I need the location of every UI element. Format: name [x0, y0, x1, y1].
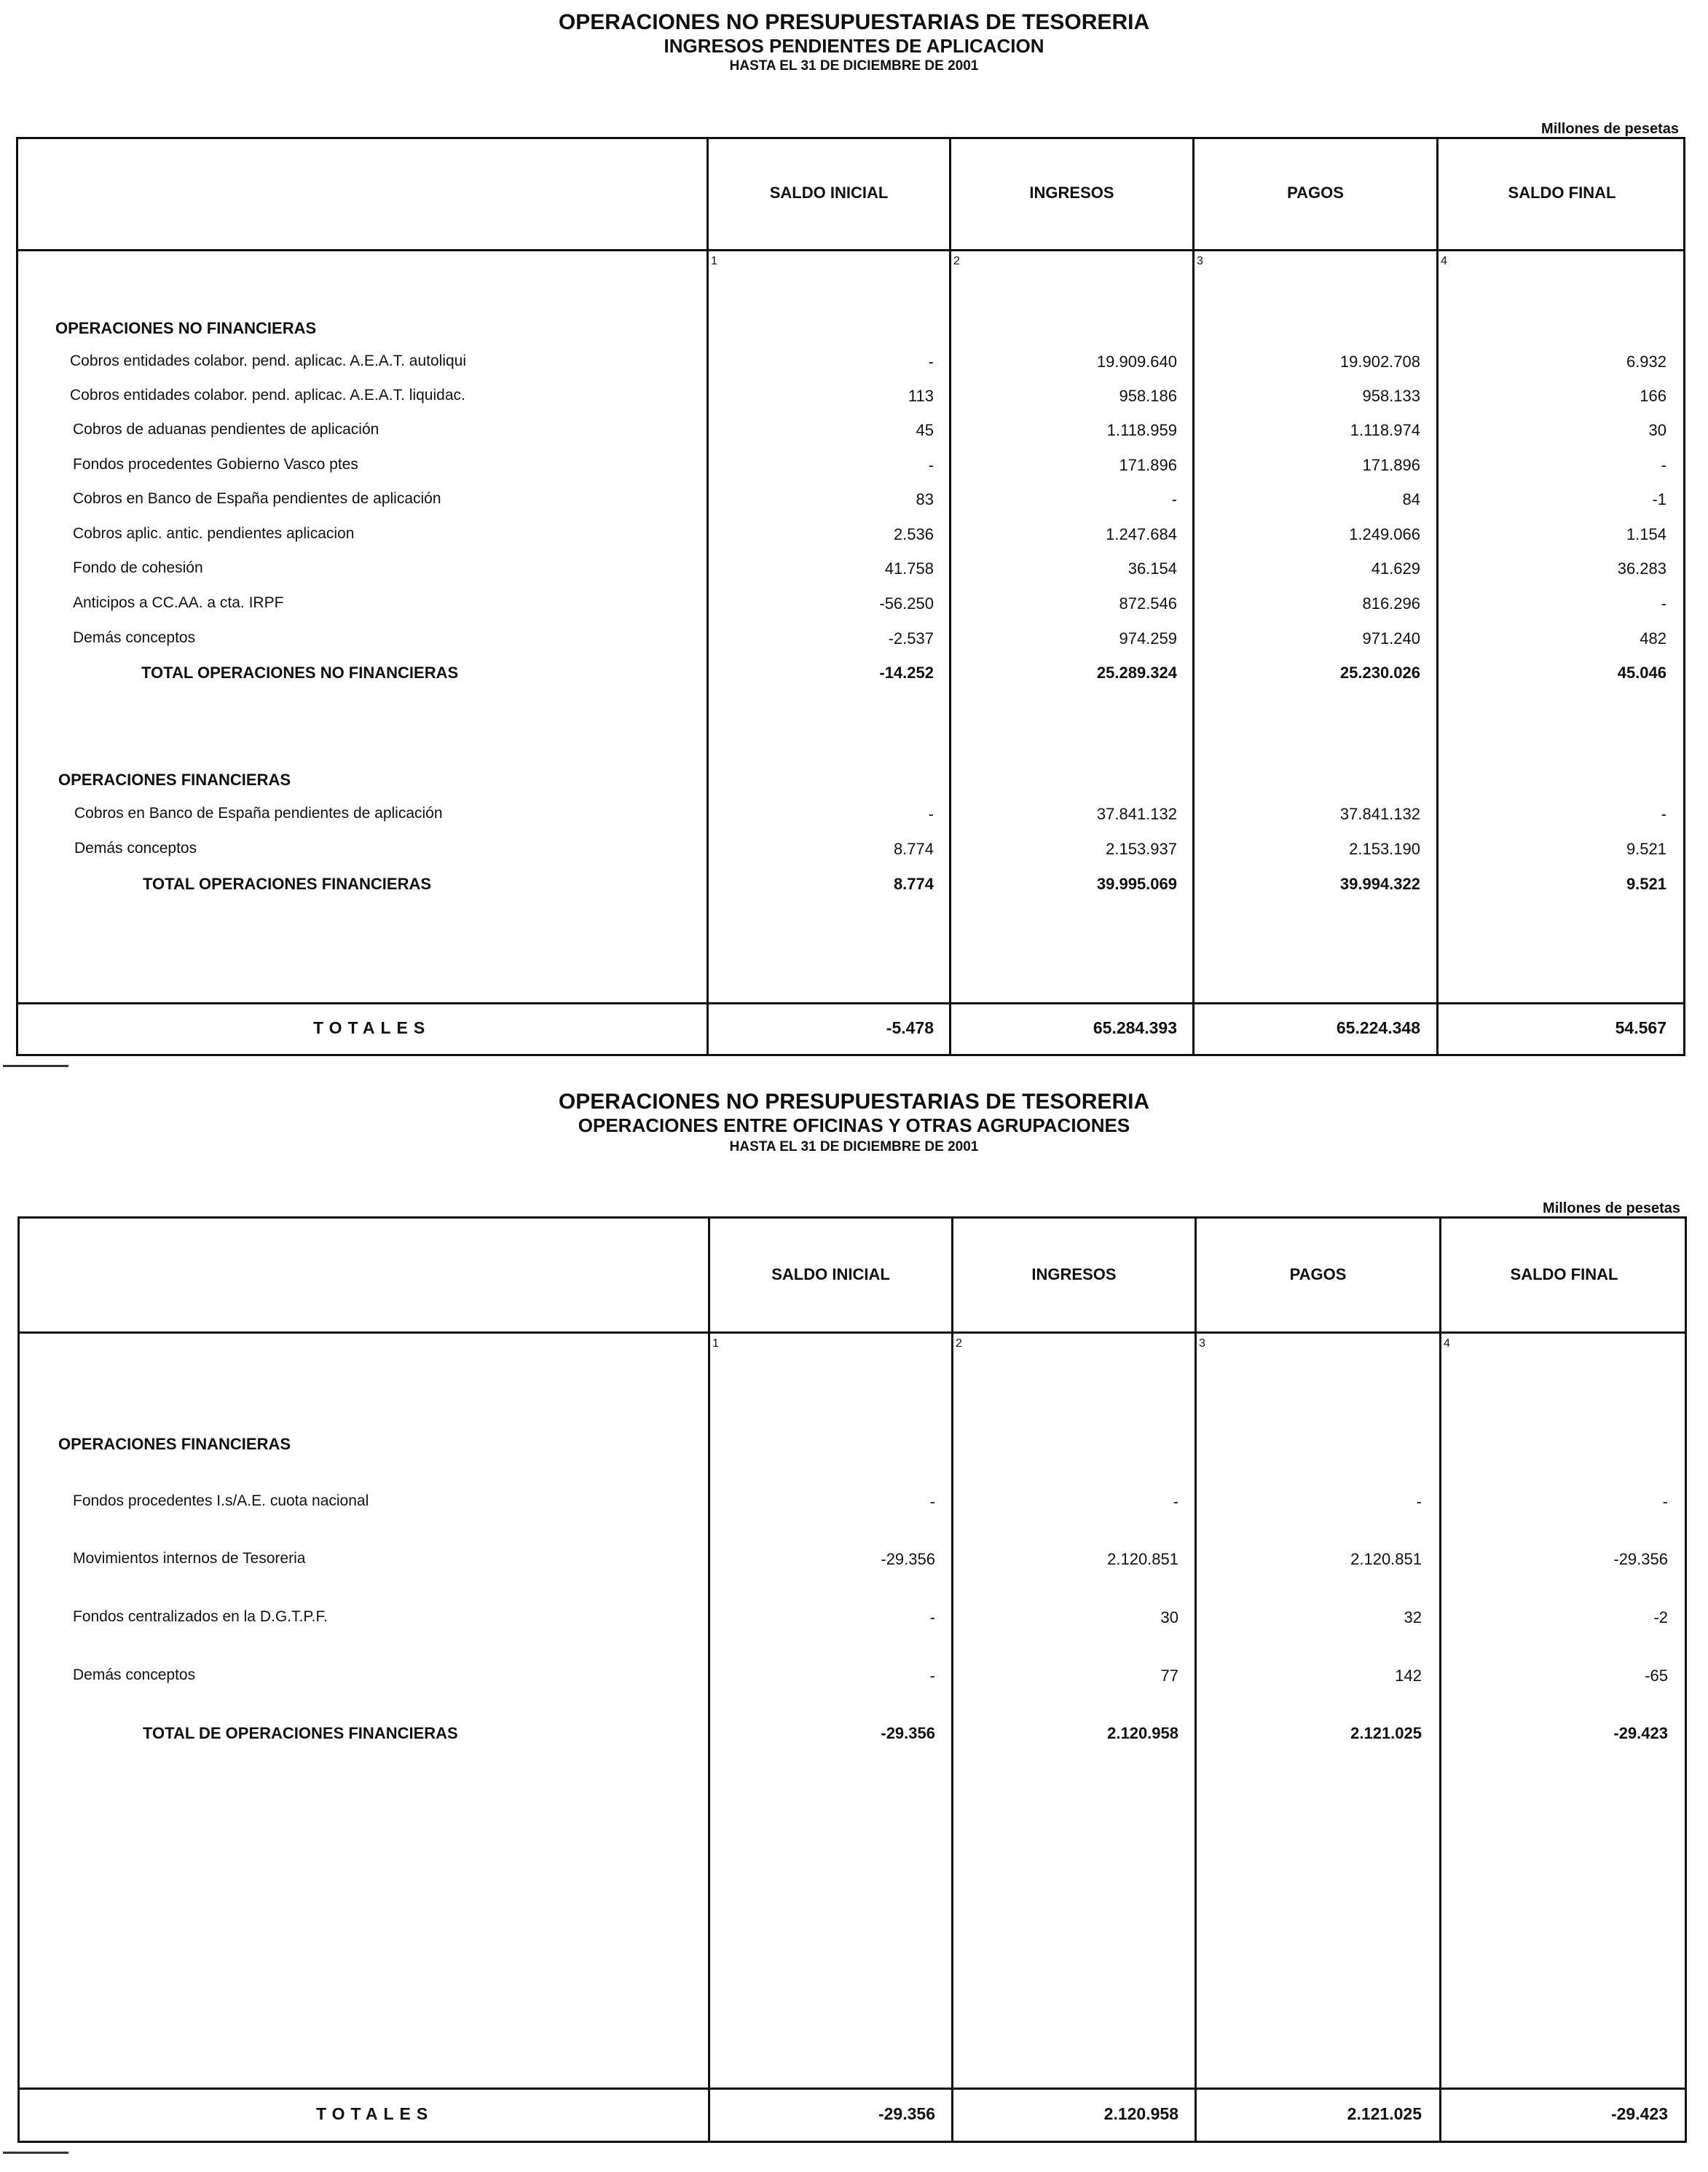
cell-pagos: -	[1416, 1492, 1422, 1511]
header-ingresos: INGRESOS	[1029, 184, 1114, 202]
row-label: Cobros de aduanas pendientes de aplicación	[73, 421, 379, 438]
header-saldo-final: SALDO FINAL	[1508, 184, 1616, 202]
cell-ingresos: 30	[1160, 1608, 1178, 1626]
cell-ingresos: 25.289.324	[1096, 664, 1177, 682]
col-number: 1	[711, 255, 717, 267]
cell-saldo-inicial: 2.536	[893, 525, 934, 543]
total-ingresos: 65.284.393	[1093, 1018, 1177, 1037]
cell-ingresos: 171.896	[1119, 456, 1177, 474]
total-saldo-final: 54.567	[1615, 1018, 1666, 1037]
cell-ingresos: 37.841.132	[1096, 805, 1177, 823]
cell-saldo-inicial: -	[928, 805, 934, 823]
cell-saldo-inicial: -56.250	[879, 594, 934, 613]
cell-saldo-inicial: -	[929, 1667, 935, 1685]
section-2-date: HASTA EL 31 DE DICIEMBRE DE 2001	[729, 1139, 979, 1154]
total-saldo-inicial: -29.356	[878, 2104, 935, 2123]
cell-saldo-inicial: 8.774	[893, 875, 934, 893]
table-row	[0, 484, 1708, 514]
section-1-subtitle: INGRESOS PENDIENTES DE APLICACION	[664, 35, 1044, 57]
header-divider	[16, 249, 1685, 251]
cell-saldo-final: 482	[1640, 629, 1666, 648]
scan-mark	[3, 1065, 68, 1067]
row-label: Cobros entidades colabor. pend. aplicac. A.E.A.T. liquidac.	[70, 387, 465, 404]
cell-saldo-inicial: -14.252	[879, 664, 934, 682]
col-number: 1	[712, 1337, 719, 1350]
cell-pagos: 25.230.026	[1339, 664, 1420, 682]
scan-mark	[3, 2152, 68, 2154]
row-label: Demás conceptos	[73, 629, 196, 646]
header-pagos: PAGOS	[1287, 184, 1344, 202]
row-label: Anticipos a CC.AA. a cta. IRPF	[73, 594, 284, 611]
cell-ingresos: 958.186	[1119, 387, 1177, 405]
cell-pagos: 41.629	[1371, 559, 1420, 578]
total-saldo-final: -29.423	[1610, 2104, 1668, 2123]
subtotal-label: TOTAL OPERACIONES NO FINANCIERAS	[141, 664, 459, 682]
cell-saldo-final: -	[1662, 1492, 1668, 1511]
cell-saldo-final: 30	[1648, 421, 1666, 439]
row-label: Fondo de cohesión	[73, 559, 203, 576]
row-label: Movimientos internos de Tesoreria	[73, 1550, 306, 1567]
row-label: Cobros entidades colabor. pend. aplicac. A.E.A.T. autoliqui	[70, 353, 467, 369]
cell-pagos: 958.133	[1362, 387, 1420, 405]
cell-pagos: 971.240	[1362, 629, 1420, 648]
row-label: Demás conceptos	[74, 840, 197, 857]
subtotal-row	[0, 658, 1708, 687]
cell-saldo-final: 1.154	[1626, 525, 1666, 543]
cell-ingresos: 39.995.069	[1096, 875, 1177, 893]
total-ingresos: 2.120.958	[1103, 2104, 1178, 2123]
subtotal-label: TOTAL DE OPERACIONES FINANCIERAS	[143, 1724, 458, 1742]
table-row	[0, 381, 1708, 410]
cell-saldo-inicial: 41.758	[884, 559, 934, 578]
cell-saldo-final: -	[1661, 594, 1666, 613]
row-label: Cobros en Banco de España pendientes de aplicación	[74, 805, 443, 822]
section-2-units: Millones de pesetas	[1543, 1200, 1680, 1216]
cell-pagos: 1.118.974	[1350, 421, 1420, 439]
cell-saldo-inicial: 45	[916, 421, 934, 439]
table-row	[0, 415, 1708, 444]
cell-ingresos: -	[1171, 490, 1177, 508]
total-pagos: 2.121.025	[1347, 2104, 1422, 2123]
cell-pagos: 2.121.025	[1350, 1724, 1422, 1742]
table-row	[0, 1544, 1708, 1573]
table-row	[0, 834, 1708, 863]
cell-saldo-final: -2	[1653, 1608, 1668, 1626]
cell-saldo-final: -29.423	[1613, 1724, 1668, 1742]
section-2-subtitle: OPERACIONES ENTRE OFICINAS Y OTRAS AGRUPACIONES	[578, 1114, 1130, 1136]
cell-saldo-final: 6.932	[1626, 353, 1666, 371]
row-label: Fondos procedentes I.s/A.E. cuota nacional	[73, 1492, 369, 1509]
header-divider	[17, 1331, 1687, 1334]
row-label: Fondos procedentes Gobierno Vasco ptes	[73, 456, 358, 473]
group-title-row	[0, 313, 1708, 342]
row-label: Cobros aplic. antic. pendientes aplicacion	[73, 525, 355, 542]
cell-saldo-inicial: 8.774	[893, 840, 934, 858]
cell-saldo-final: -	[1661, 456, 1666, 474]
row-label: Demás conceptos	[73, 1667, 196, 1683]
cell-ingresos: 974.259	[1119, 629, 1177, 648]
cell-pagos: 32	[1404, 1608, 1422, 1626]
cell-saldo-final: 45.046	[1617, 664, 1666, 682]
section-1-units: Millones de pesetas	[1541, 121, 1679, 137]
col-number: 2	[956, 1337, 962, 1350]
cell-saldo-inicial: -2.537	[888, 629, 934, 648]
table-row	[0, 519, 1708, 548]
total-pagos: 65.224.348	[1336, 1018, 1420, 1037]
cell-saldo-final: -	[1661, 805, 1666, 823]
totals-label: TOTALES	[316, 2104, 434, 2123]
subtotal-label: TOTAL OPERACIONES FINANCIERAS	[143, 875, 432, 893]
header-saldo-inicial: SALDO INICIAL	[769, 184, 889, 202]
cell-ingresos: 872.546	[1119, 594, 1177, 613]
cell-ingresos: -	[1173, 1492, 1178, 1511]
cell-saldo-inicial: -	[928, 456, 934, 474]
cell-saldo-inicial: -	[928, 353, 934, 371]
cell-ingresos: 2.153.937	[1106, 840, 1177, 858]
cell-saldo-inicial: -	[929, 1492, 935, 1511]
cell-saldo-final: -65	[1645, 1667, 1668, 1685]
group-title-row	[0, 1429, 1708, 1458]
table-row	[0, 554, 1708, 583]
header-ingresos: INGRESOS	[1031, 1265, 1117, 1283]
cell-pagos: 84	[1402, 490, 1420, 508]
group-title: OPERACIONES FINANCIERAS	[58, 771, 291, 789]
cell-ingresos: 2.120.851	[1107, 1550, 1178, 1568]
col-number: 3	[1199, 1337, 1205, 1350]
totals-divider	[17, 2088, 1687, 2090]
cell-saldo-inicial: -	[929, 1608, 935, 1626]
cell-saldo-inicial: -29.356	[881, 1550, 935, 1568]
cell-saldo-inicial: -29.356	[881, 1724, 935, 1742]
cell-pagos: 816.296	[1362, 594, 1420, 613]
cell-pagos: 39.994.322	[1339, 875, 1420, 893]
total-saldo-inicial: -5.478	[886, 1018, 934, 1037]
cell-saldo-final: -1	[1652, 490, 1666, 508]
table-row	[0, 1661, 1708, 1690]
cell-ingresos: 36.154	[1127, 559, 1177, 578]
cell-pagos: 19.902.708	[1339, 353, 1420, 371]
col-number: 3	[1197, 255, 1203, 267]
totals-label: TOTALES	[313, 1018, 431, 1037]
group-title: OPERACIONES FINANCIERAS	[58, 1435, 291, 1453]
cell-pagos: 2.120.851	[1350, 1550, 1422, 1568]
col-number: 2	[953, 255, 960, 267]
group-title-row	[0, 765, 1708, 794]
cell-saldo-final: 166	[1640, 387, 1666, 405]
cell-pagos: 142	[1395, 1667, 1422, 1685]
header-pagos: PAGOS	[1289, 1265, 1347, 1283]
subtotal-row	[0, 1718, 1708, 1747]
table-row	[0, 589, 1708, 618]
subtotal-row	[0, 869, 1708, 898]
col-number: 4	[1441, 255, 1447, 267]
cell-pagos: 171.896	[1362, 456, 1420, 474]
table-row	[0, 347, 1708, 376]
section-1-date: HASTA EL 31 DE DICIEMBRE DE 2001	[729, 58, 979, 74]
cell-ingresos: 1.247.684	[1106, 525, 1177, 543]
cell-saldo-final: 36.283	[1617, 559, 1666, 578]
cell-ingresos: 2.120.958	[1107, 1724, 1178, 1742]
header-saldo-inicial: SALDO INICIAL	[771, 1265, 890, 1283]
table-row	[0, 450, 1708, 479]
cell-saldo-inicial: 83	[916, 490, 934, 508]
cell-ingresos: 1.118.959	[1106, 421, 1177, 439]
section-2-title: OPERACIONES NO PRESUPUESTARIAS DE TESORERIA	[558, 1090, 1150, 1114]
cell-saldo-final: -29.356	[1613, 1550, 1668, 1568]
section-1-title: OPERACIONES NO PRESUPUESTARIAS DE TESORERIA	[558, 10, 1150, 34]
cell-pagos: 1.249.066	[1349, 525, 1420, 543]
cell-ingresos: 77	[1160, 1667, 1178, 1685]
header-saldo-final: SALDO FINAL	[1510, 1265, 1618, 1283]
col-number: 4	[1444, 1337, 1450, 1350]
table-row	[0, 1602, 1708, 1632]
cell-saldo-final: 9.521	[1626, 875, 1666, 893]
group-title: OPERACIONES NO FINANCIERAS	[55, 319, 317, 337]
cell-saldo-final: 9.521	[1626, 840, 1666, 858]
table-row	[0, 799, 1708, 828]
cell-saldo-inicial: 113	[908, 387, 934, 405]
table-row	[0, 1487, 1708, 1516]
cell-pagos: 2.153.190	[1349, 840, 1420, 858]
row-label: Cobros en Banco de España pendientes de aplicación	[73, 490, 441, 507]
cell-ingresos: 19.909.640	[1096, 353, 1177, 371]
row-label: Fondos centralizados en la D.G.T.P.F.	[73, 1608, 328, 1625]
cell-pagos: 37.841.132	[1339, 805, 1420, 823]
totals-divider	[16, 1002, 1685, 1004]
table-row	[0, 623, 1708, 653]
